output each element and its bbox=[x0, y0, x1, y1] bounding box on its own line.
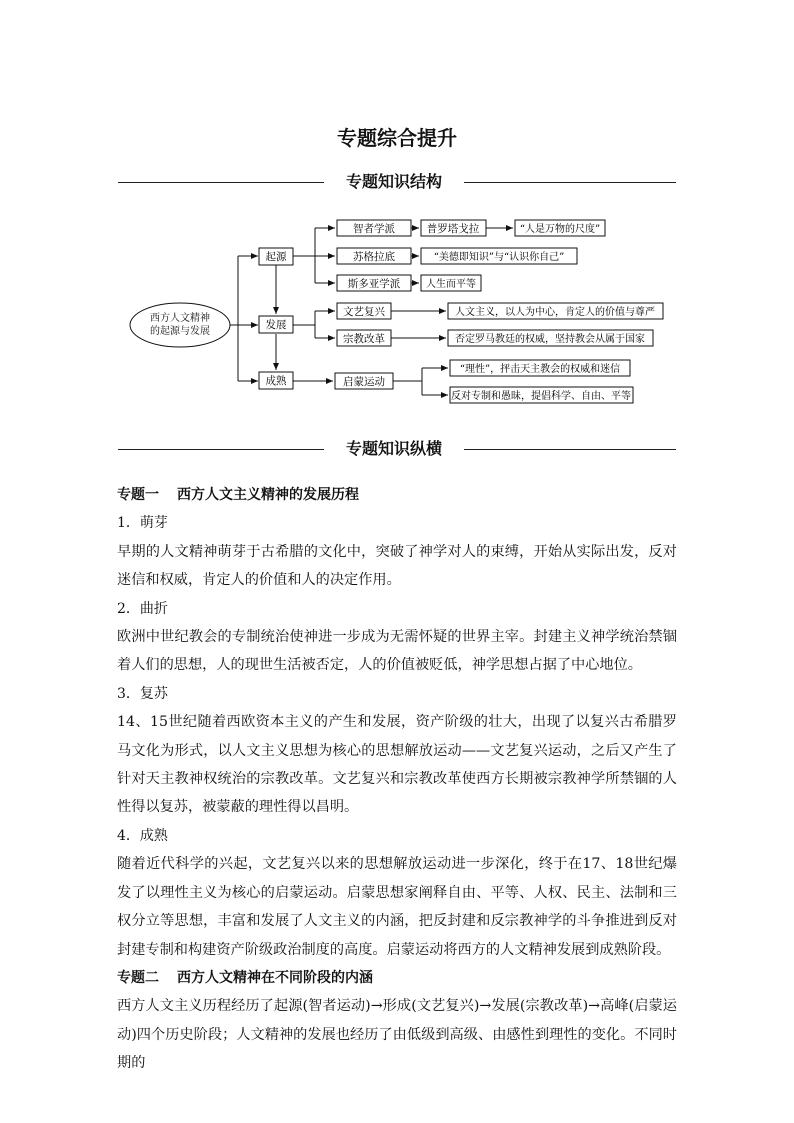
divider-left bbox=[118, 449, 324, 450]
topic-label: 专题一 bbox=[117, 487, 159, 503]
item-heading: 3．复苏 bbox=[117, 685, 168, 702]
article-body bbox=[117, 481, 677, 1078]
topic-title: 西方人文精神在不同阶段的内涵 bbox=[177, 969, 373, 986]
topic-heading bbox=[117, 964, 677, 992]
stage-origin-label: 起源 bbox=[265, 251, 287, 263]
topic-label: 专题二 bbox=[117, 969, 159, 986]
stage-develop-label: 发展 bbox=[265, 319, 287, 331]
topic-title: 西方人文主义精神的发展历程 bbox=[177, 487, 359, 503]
paragraph: 欧洲中世纪教会的专制统治使神进一步成为无需怀疑的世界主宰。封建主义神学统治禁锢着人们的思想，人的现世生活被否定，人的价值被贬低，神学思想占据了中心地位。 bbox=[117, 629, 677, 674]
node-protagoras-label: 普罗塔戈拉 bbox=[426, 223, 480, 235]
node-stoics-label: 斯多亚学派 bbox=[347, 278, 401, 290]
node-science-label: 反对专制和愚昧，提倡科学、自由、平等 bbox=[451, 391, 631, 402]
node-socrates-label: 苏格拉底 bbox=[353, 251, 395, 263]
section-title: 专题知识结构 bbox=[345, 172, 442, 191]
node-renaissance-label: 文艺复兴 bbox=[343, 306, 385, 318]
node-virtue-label: “美德即知识”与“认识你自己” bbox=[433, 252, 565, 263]
paragraph: 西方人文主义历程经历了起源(智者运动)→形成(文艺复兴)→发展(宗教改革)→高峰(启蒙运动)四个历史阶段；人文精神的发展也经历了由低级到高级、由感性到理性的变化。不同时期的 bbox=[117, 998, 677, 1072]
section-title: 专题知识纵横 bbox=[345, 439, 442, 458]
node-reason-label: “理性”，抨击天主教会的权威和迷信 bbox=[459, 364, 621, 375]
node-enlightenment-label: 启蒙运动 bbox=[343, 376, 385, 388]
node-humanism-label: 人文主义，以人为中心，肯定人的价值与尊严 bbox=[455, 307, 655, 318]
root-node bbox=[130, 303, 230, 347]
item-heading: 2．曲折 bbox=[117, 600, 168, 617]
item-heading: 4．成熟 bbox=[117, 827, 168, 844]
node-sophists-label: 智者学派 bbox=[353, 223, 395, 235]
stage-mature-label: 成熟 bbox=[265, 375, 287, 387]
page-title: 专题综合提升 bbox=[337, 126, 457, 150]
section-header-overview bbox=[118, 437, 676, 461]
node-equality-label: 人生而平等 bbox=[426, 279, 476, 290]
root-label-line2: 的起源与发展 bbox=[150, 326, 210, 337]
item-heading: 1．萌芽 bbox=[117, 515, 168, 532]
divider-right bbox=[464, 449, 676, 450]
knowledge-structure-diagram bbox=[0, 0, 794, 430]
node-reformation-label: 宗教改革 bbox=[343, 333, 385, 345]
paragraph: 随着近代科学的兴起，文艺复兴以来的思想解放运动进一步深化，终于在17、18世纪爆发了以理性主义为核心的启蒙运动。启蒙思想家阐释自由、平等、人权、民主、法制和三权分立等思想，丰富和发展了人文主义的内涵，把反封建和反宗教神学的斗争推进到反对封建专制和构建资产阶级政治制度的高度。启蒙运动将西方的人文精神发展到成熟阶段。 bbox=[117, 856, 677, 958]
paragraph: 14、15世纪随着西欧资本主义的产生和发展，资产阶级的壮大，出现了以复兴古希腊罗马文化为形式，以人文主义思想为核心的思想解放运动——文艺复兴运动，之后又产生了针对天主教神权统治的宗教改革。文艺复兴和宗教改革使西方长期被宗教神学所禁锢的人性得以复苏，被蒙蔽的理性得以昌明。 bbox=[117, 714, 677, 816]
root-label-line1: 西方人文精神 bbox=[150, 313, 210, 324]
node-measure-label: “人是万物的尺度” bbox=[519, 224, 601, 235]
paragraph: 早期的人文精神萌芽于古希腊的文化中，突破了神学对人的束缚，开始从实际出发，反对迷信和权威，肯定人的价值和人的决定作用。 bbox=[117, 543, 677, 589]
node-church-label: 否定罗马教廷的权威，坚持教会从属于国家 bbox=[455, 334, 645, 345]
topic-heading bbox=[117, 481, 677, 509]
